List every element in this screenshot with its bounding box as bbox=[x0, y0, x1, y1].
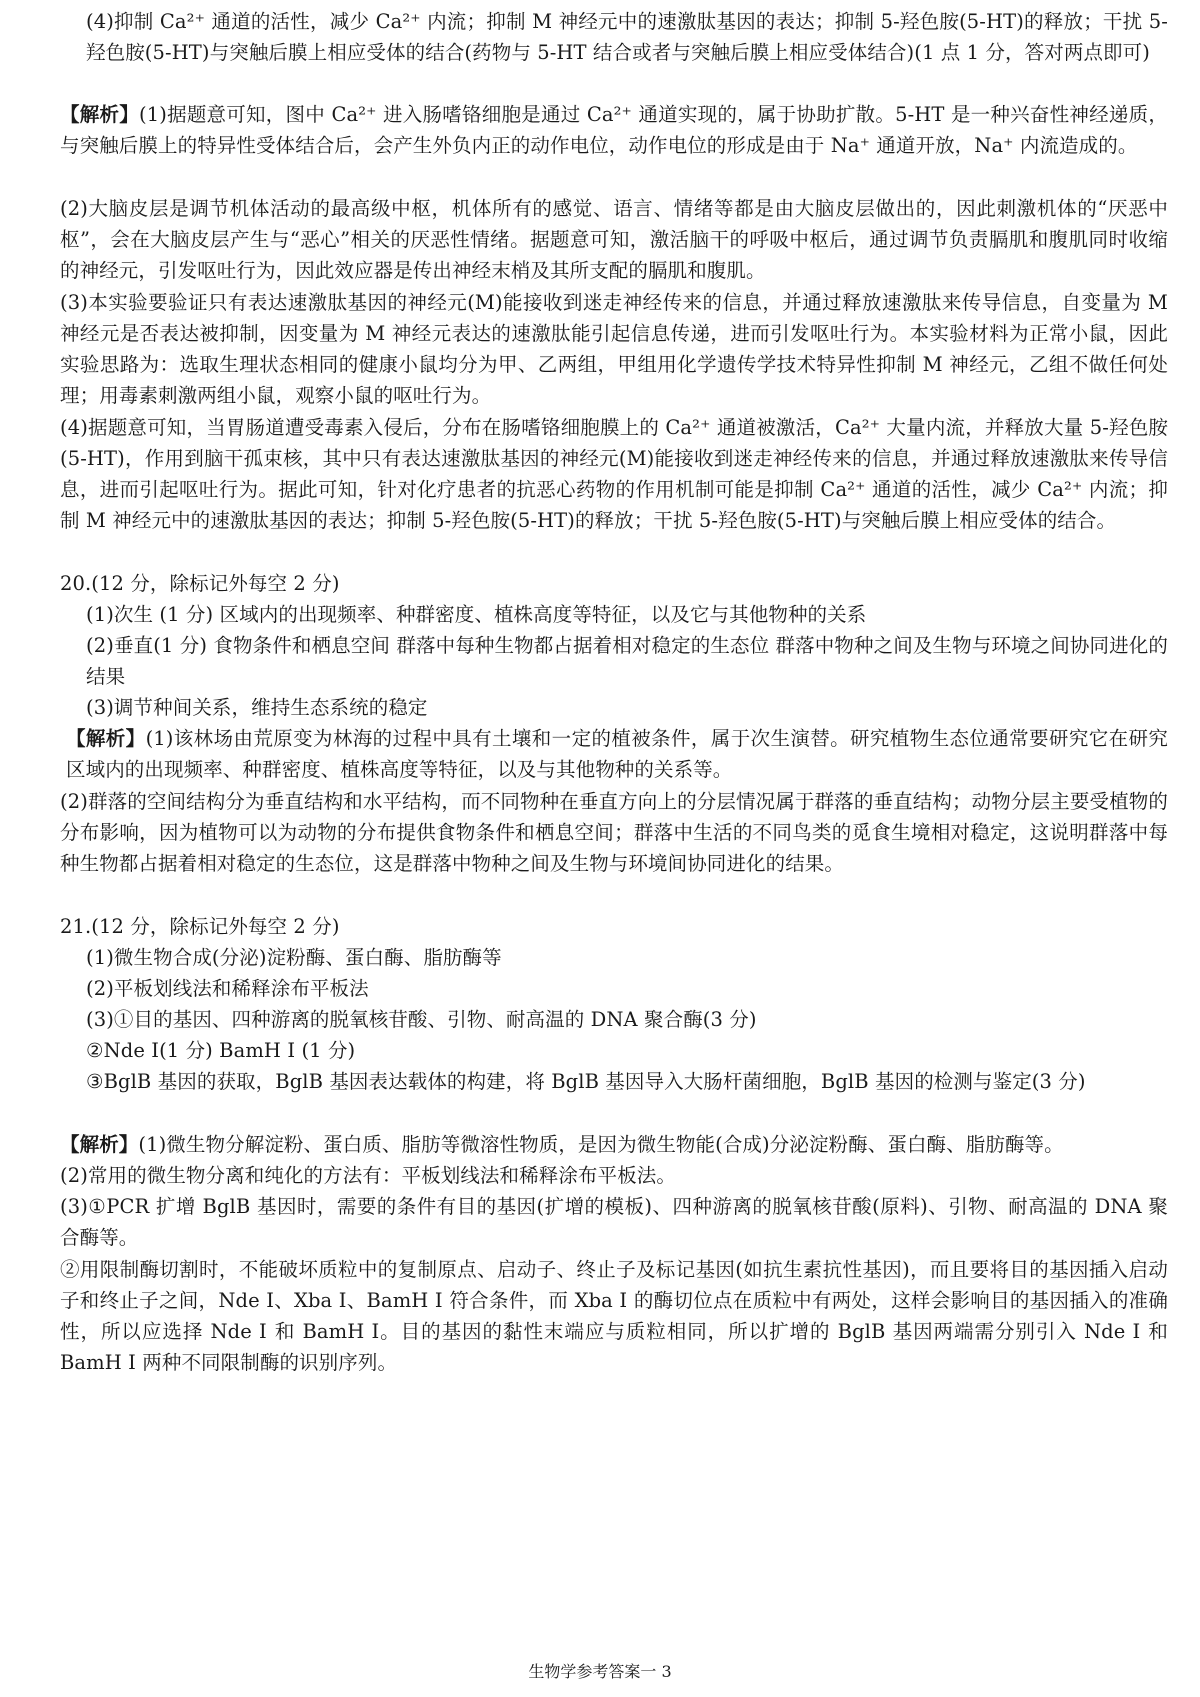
q20-heading: 20.(12 分，除标记外每空 2 分) bbox=[60, 572, 340, 595]
q21-analysis-4: ②用限制酶切割时，不能破坏质粒中的复制原点、启动子、终止子及标记基因(如抗生素抗性基因)，而且要将目的基因插入启动子和终止子之间，Nde Ⅰ、Xba Ⅰ、BamH Ⅰ 符合条件，而 Xba Ⅰ 的酶切位点在质粒中有两处，这样会影响目的基因插入的准确性，所以应选择 Nde Ⅰ 和 BamH Ⅰ。目的基因的黏性末端应与质粒相同，所以扩增的 BglB 基因两端需分别引入 Nde Ⅰ 和 BamH Ⅰ 两种不同限制酶的识别序列。 bbox=[60, 1258, 1168, 1374]
q19-analysis-4: (4)据题意可知，当胃肠道遭受毒素入侵后，分布在肠嗜铬细胞膜上的 Ca²⁺ 通道被激活，Ca²⁺ 大量内流，并释放大量 5-羟色胺(5-HT)，作用到脑干孤束核，其中只有表达速激肽基因的神经元(M)能接收到迷走神经传来的信息，并通过释放速激肽来传导信息，进而引起呕吐行为。据此可知，针对化疗患者的抗恶心药物的作用机制可能是抑制 Ca²⁺ 通道的活性，减少 Ca²⁺ 内流；抑制 M 神经元中的速激肽基因的表达；抑制 5-羟色胺(5-HT)的释放；干扰 5-羟色胺(5-HT)与突触后膜上相应受体的结合。 bbox=[60, 416, 1168, 532]
q20-analysis-2: (2)群落的空间结构分为垂直结构和水平结构，而不同物种在垂直方向上的分层情况属于群落的垂直结构；动物分层主要受植物的分布影响，因为植物可以为动物的分布提供食物条件和栖息空间；群落中生活的不同鸟类的觅食生境相对稳定，这说明群落中每种生物都占据着相对稳定的生态位，这是群落中物种之间及生物与环境间协同进化的结果。 bbox=[60, 790, 1168, 875]
q20-analysis-1: 【解析】(1)该林场由荒原变为林海的过程中具有土壤和一定的植被条件，属于次生演替。研究植物生态位通常要研究它在研究区域内的出现频率、种群密度、植株高度等特征，以及与其他物种的关系等。 bbox=[66, 727, 1168, 781]
q20-answer-2: (2)垂直(1 分) 食物条件和栖息空间 群落中每种生物都占据着相对稳定的生态位 群落中物种之间及生物与环境之间协同进化的结果 bbox=[86, 634, 1168, 688]
page-footer: 生物学参考答案一 3 bbox=[528, 1662, 672, 1681]
q21-analysis-2: (2)常用的微生物分离和纯化的方法有：平板划线法和稀释涂布平板法。 bbox=[60, 1164, 676, 1187]
q21-analysis-3: (3)①PCR 扩增 BglB 基因时，需要的条件有目的基因(扩增的模板)、四种游离的脱氧核苷酸(原料)、引物、耐高温的 DNA 聚合酶等。 bbox=[60, 1195, 1168, 1249]
q21-answer-3-2: ②Nde Ⅰ(1 分) BamH Ⅰ (1 分) bbox=[86, 1039, 356, 1062]
q19-analysis-2: (2)大脑皮层是调节机体活动的最高级中枢，机体所有的感觉、语言、情绪等都是由大脑皮层做出的，因此刺激机体的“厌恶中枢”，会在大脑皮层产生与“恶心”相关的厌恶性情绪。据题意可知，激活脑干的呼吸中枢后，通过调节负责膈肌和腹肌同时收缩的神经元，引发呕吐行为，因此效应器是传出神经末梢及其所支配的膈肌和腹肌。 bbox=[60, 197, 1168, 282]
q20-answer-3: (3)调节种间关系，维持生态系统的稳定 bbox=[86, 696, 428, 719]
q19-analysis-3: (3)本实验要验证只有表达速激肽基因的神经元(M)能接收到迷走神经传来的信息，并通过释放速激肽来传导信息，自变量为 M 神经元是否表达被抑制，因变量为 M 神经元表达的速激肽能引起信息传递，进而引发呕吐行为。本实验材料为正常小鼠，因此实验思路为：选取生理状态相同的健康小鼠均分为甲、乙两组，甲组用化学遗传学技术特异性抑制 M 神经元，乙组不做任何处理；用毒素刺激两组小鼠，观察小鼠的呕吐行为。 bbox=[60, 291, 1168, 407]
q21-heading: 21.(12 分，除标记外每空 2 分) bbox=[60, 915, 340, 938]
q21-answer-1: (1)微生物合成(分泌)淀粉酶、蛋白酶、脂肪酶等 bbox=[86, 946, 502, 969]
q21-answer-3-1: (3)①目的基因、四种游离的脱氧核苷酸、引物、耐高温的 DNA 聚合酶(3 分) bbox=[86, 1008, 757, 1031]
q19-answer-4: (4)抑制 Ca²⁺ 通道的活性，减少 Ca²⁺ 内流；抑制 M 神经元中的速激肽基因的表达；抑制 5-羟色胺(5-HT)的释放；干扰 5-羟色胺(5-HT)与突触后膜上相应受体的结合(药物与 5-HT 结合或者与突触后膜上相应受体结合)(1 点 1 分，答对两点即可) bbox=[86, 10, 1168, 64]
q21-analysis-1: 【解析】(1)微生物分解淀粉、蛋白质、脂肪等微溶性物质，是因为微生物能(合成)分泌淀粉酶、蛋白酶、脂肪酶等。 bbox=[60, 1133, 1064, 1156]
q21-answer-3-3: ③BglB 基因的获取，BglB 基因表达载体的构建，将 BglB 基因导入大肠杆菌细胞，BglB 基因的检测与鉴定(3 分) bbox=[86, 1070, 1086, 1093]
q21-answer-2: (2)平板划线法和稀释涂布平板法 bbox=[86, 977, 369, 1000]
q19-analysis-1: 【解析】(1)据题意可知，图中 Ca²⁺ 进入肠嗜铬细胞是通过 Ca²⁺ 通道实现的，属于协助扩散。5-HT 是一种兴奋性神经递质，与突触后膜上的特异性受体结合后，会产生外负内正的动作电位，动作电位的形成是由于 Na⁺ 通道开放，Na⁺ 内流造成的。 bbox=[60, 103, 1169, 157]
q20-answer-1: (1)次生 (1 分) 区域内的出现频率、种群密度、植株高度等特征，以及它与其他物种的关系 bbox=[86, 603, 867, 626]
